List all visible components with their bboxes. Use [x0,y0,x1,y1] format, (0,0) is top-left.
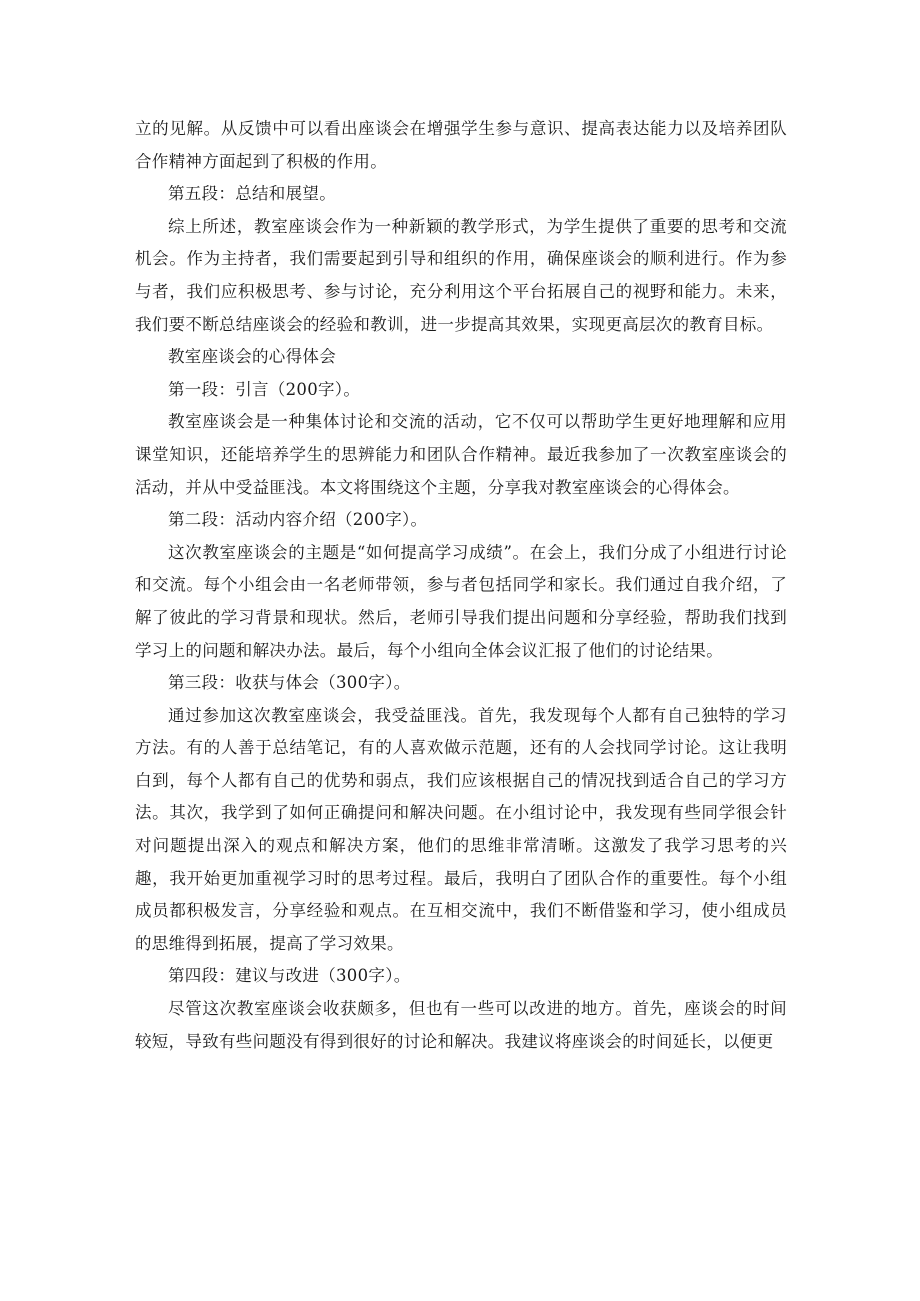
section-heading-1: 第一段：引言（200字）。 [168,379,361,399]
section-heading-2: 第二段：活动内容介绍（200字）。 [168,510,428,530]
document-body [135,113,787,1058]
paragraph: 这次教室座谈会的主题是“如何提高学习成绩”。在会上，我们分成了小组进行讨论和交流。每个小组会由一名老师带领，参与者包括同学和家长。我们通过自我介绍，了解了彼此的学习背景和现状。然后，老师引导我们提出问题和分享经验，帮助我们找到学习上的问题和解决办法。最后，每个小组向全体会议汇报了他们的讨论结果。 [135,542,787,660]
section-heading-3: 第三段：收获与体会（300字）。 [168,673,411,693]
section-heading-4: 第四段：建议与改进（300字）。 [168,966,411,986]
article-title: 教室座谈会的心得体会 [168,347,336,367]
paragraph: 尽管这次教室座谈会收获颇多，但也有一些可以改进的地方。首先，座谈会的时间较短，导致有些问题没有得到很好的讨论和解决。我建议将座谈会的时间延长，以便更 [135,999,787,1051]
paragraph: 通过参加这次教室座谈会，我受益匪浅。首先，我发现每个人都有自己独特的学习方法。有的人善于总结笔记，有的人喜欢做示范题，还有的人会找同学讨论。这让我明白到，每个人都有自己的优势和弱点，我们应该根据自己的情况找到适合自己的学习方法。其次，我学到了如何正确提问和解决问题。在小组讨论中，我发现有些同学很会针对问题提出深入的观点和解决方案，他们的思维非常清晰。这激发了我学习思考的兴趣，我开始更加重视学习时的思考过程。最后，我明白了团队合作的重要性。每个小组成员都积极发言，分享经验和观点。在互相交流中，我们不断借鉴和学习，使小组成员的思维得到拓展，提高了学习效果。 [135,705,787,953]
section-heading-5: 第五段：总结和展望。 [168,184,336,204]
paragraph-continuation: 立的见解。从反馈中可以看出座谈会在增强学生参与意识、提高表达能力以及培养团队合作精神方面起到了积极的作用。 [135,119,787,171]
paragraph: 综上所述，教室座谈会作为一种新颖的教学形式，为学生提供了重要的思考和交流机会。作为主持者，我们需要起到引导和组织的作用，确保座谈会的顺利进行。作为参与者，我们应积极思考、参与讨论，充分利用这个平台拓展自己的视野和能力。未来，我们要不断总结座谈会的经验和教训，进一步提高其效果，实现更高层次的教育目标。 [135,216,787,334]
paragraph: 教室座谈会是一种集体讨论和交流的活动，它不仅可以帮助学生更好地理解和应用课堂知识，还能培养学生的思辨能力和团队合作精神。最近我参加了一次教室座谈会的活动，并从中受益匪浅。本文将围绕这个主题，分享我对教室座谈会的心得体会。 [135,412,787,497]
